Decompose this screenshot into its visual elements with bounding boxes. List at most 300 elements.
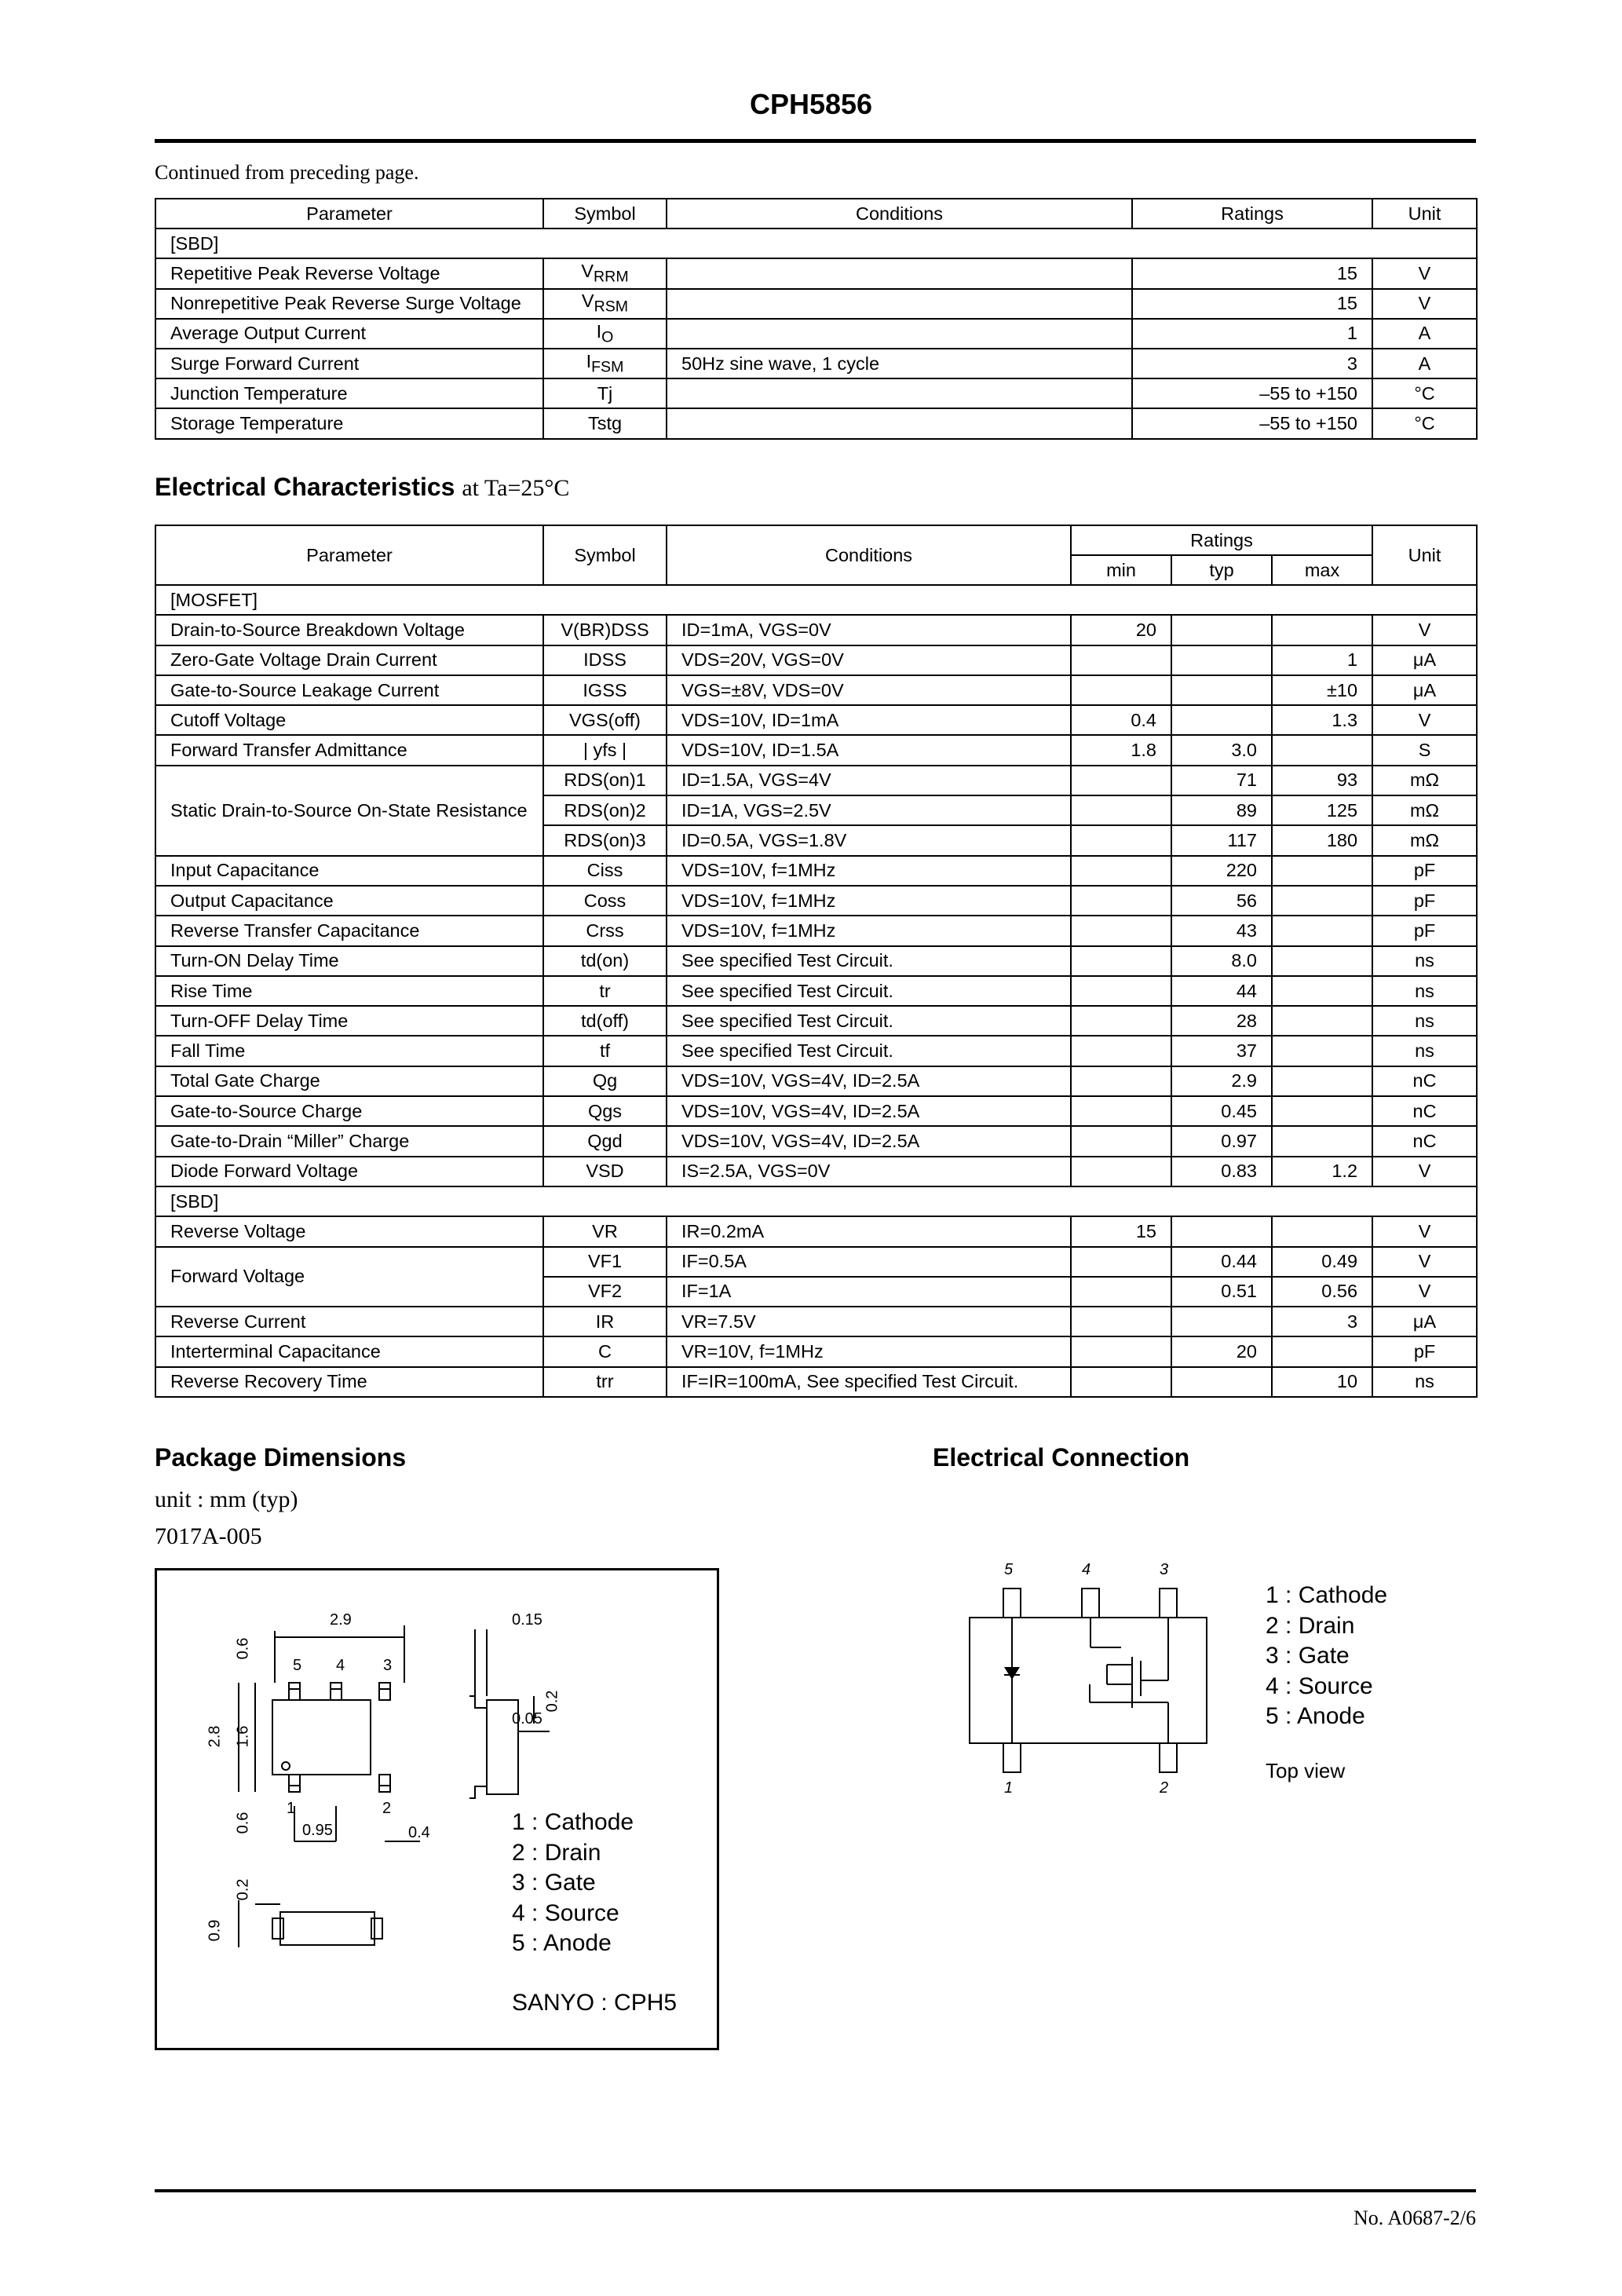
unit-cell: ns [1372, 976, 1477, 1006]
symbol-cell: VGS(off) [543, 705, 667, 735]
pin-2-label: 2 : Drain [512, 1839, 601, 1866]
max-cell [1272, 735, 1372, 765]
parameter-cell: Surge Forward Current [155, 349, 543, 378]
parameter-cell: Zero-Gate Voltage Drain Current [155, 645, 543, 675]
min-cell [1071, 856, 1171, 886]
parameter-cell: Forward Transfer Admittance [155, 735, 543, 765]
unit-cell: μA [1372, 1307, 1477, 1336]
condition-cell [667, 378, 1132, 408]
unit-cell: μA [1372, 645, 1477, 675]
table-row [155, 886, 1477, 916]
max-cell [1272, 1126, 1372, 1156]
parameter-cell: Input Capacitance [155, 856, 543, 886]
unit-cell: V [1372, 258, 1477, 288]
table-row [155, 1096, 1477, 1126]
conn-pin-2-label: 2 : Drain [1266, 1612, 1355, 1639]
table-row [155, 319, 1477, 349]
parameter-cell: Diode Forward Voltage [155, 1157, 543, 1186]
symbol-cell: VR [543, 1216, 667, 1246]
typ-cell [1171, 615, 1272, 645]
conn-pin-5: 5 [1004, 1561, 1014, 1578]
min-cell [1071, 1367, 1171, 1397]
abs-max-table [155, 198, 1478, 440]
typ-cell: 56 [1171, 886, 1272, 916]
min-cell [1071, 1336, 1171, 1366]
conn-pin-3-label: 3 : Gate [1266, 1643, 1350, 1669]
elec-heading-condition: at Ta=25°C [462, 475, 570, 501]
col-conditions: Conditions [667, 525, 1071, 585]
condition-cell: VR=7.5V [667, 1307, 1071, 1336]
max-cell: 0.49 [1272, 1247, 1372, 1277]
table-row [155, 1247, 1477, 1277]
typ-cell: 0.51 [1171, 1277, 1272, 1307]
elec-char-rows [155, 585, 1477, 1397]
condition-cell: See specified Test Circuit. [667, 976, 1071, 1006]
typ-cell [1171, 675, 1272, 705]
pkg-pin-4: 4 [336, 1657, 345, 1674]
max-cell: 10 [1272, 1367, 1372, 1397]
max-cell: 0.56 [1272, 1277, 1372, 1307]
unit-cell: V [1372, 1157, 1477, 1186]
table-row [155, 735, 1477, 765]
unit-cell: °C [1372, 378, 1477, 408]
max-cell: 93 [1272, 766, 1372, 795]
col-symbol: Symbol [543, 525, 667, 585]
typ-cell: 0.83 [1171, 1157, 1272, 1186]
min-cell [1071, 1096, 1171, 1126]
unit-cell: pF [1372, 916, 1477, 945]
max-cell [1272, 916, 1372, 945]
typ-cell [1171, 645, 1272, 675]
symbol-cell: td(on) [543, 946, 667, 976]
footer-rule [155, 2189, 1476, 2192]
min-cell [1071, 1006, 1171, 1036]
condition-cell: ID=1mA, VGS=0V [667, 615, 1071, 645]
table-row [155, 946, 1477, 976]
condition-cell [667, 289, 1132, 319]
parameter-cell: Interterminal Capacitance [155, 1336, 543, 1366]
unit-cell: nC [1372, 1096, 1477, 1126]
table-row [155, 1336, 1477, 1366]
condition-cell: VDS=10V, ID=1mA [667, 705, 1071, 735]
condition-cell: IF=1A [667, 1277, 1071, 1307]
col-min: min [1071, 555, 1171, 585]
table-row [155, 766, 1477, 795]
parameter-cell: Output Capacitance [155, 886, 543, 916]
parameter-cell: Storage Temperature [155, 408, 543, 438]
condition-cell: VGS=±8V, VDS=0V [667, 675, 1071, 705]
rating-cell: 15 [1132, 289, 1372, 319]
conn-pin-1: 1 [1004, 1779, 1014, 1797]
min-cell [1071, 1157, 1171, 1186]
symbol-cell: IDSS [543, 645, 667, 675]
package-heading: Package Dimensions [155, 1443, 407, 1472]
condition-cell: VDS=10V, f=1MHz [667, 916, 1071, 945]
table-row [155, 1307, 1477, 1336]
typ-cell: 89 [1171, 795, 1272, 825]
section-label: [SBD] [155, 229, 1477, 258]
table-row [155, 916, 1477, 945]
dim-2-9: 2.9 [330, 1611, 352, 1629]
condition-cell: See specified Test Circuit. [667, 1006, 1071, 1036]
max-cell [1272, 1216, 1372, 1246]
table-row [155, 675, 1477, 705]
unit-cell: A [1372, 349, 1477, 378]
parameter-cell: Reverse Voltage [155, 1216, 543, 1246]
pin-5-label: 5 : Anode [512, 1930, 612, 1956]
min-cell: 1.8 [1071, 735, 1171, 765]
table-row [155, 1066, 1477, 1096]
max-cell [1272, 1006, 1372, 1036]
min-cell [1071, 825, 1171, 855]
parameter-cell: Average Output Current [155, 319, 543, 349]
unit-cell: S [1372, 735, 1477, 765]
typ-cell: 0.45 [1171, 1096, 1272, 1126]
symbol-cell: td(off) [543, 1006, 667, 1036]
package-pin-list [512, 1808, 634, 1959]
parameter-cell: Cutoff Voltage [155, 705, 543, 735]
max-cell: 180 [1272, 825, 1372, 855]
symbol-cell: RDS(on)3 [543, 825, 667, 855]
condition-cell: VDS=10V, VGS=4V, ID=2.5A [667, 1066, 1071, 1096]
condition-cell: ID=1A, VGS=2.5V [667, 795, 1071, 825]
max-cell: 1 [1272, 645, 1372, 675]
table-row [155, 976, 1477, 1006]
symbol-cell: $V_{RSM}$ [543, 289, 667, 319]
unit-cell: ns [1372, 1006, 1477, 1036]
unit-cell: μA [1372, 675, 1477, 705]
unit-cell: ns [1372, 1367, 1477, 1397]
parameter-cell: Gate-to-Source Charge [155, 1096, 543, 1126]
condition-cell: ID=0.5A, VGS=1.8V [667, 825, 1071, 855]
symbol-cell: Coss [543, 886, 667, 916]
min-cell [1071, 1066, 1171, 1096]
max-cell [1272, 615, 1372, 645]
symbol-cell: $I_O$ [543, 319, 667, 349]
elec-heading-title: Electrical Characteristics [155, 473, 455, 501]
symbol-cell: tr [543, 976, 667, 1006]
col-typ: typ [1171, 555, 1272, 585]
col-conditions: Conditions [667, 199, 1132, 229]
parameter-cell: Turn-OFF Delay Time [155, 1006, 543, 1036]
unit-cell: mΩ [1372, 795, 1477, 825]
min-cell [1071, 1307, 1171, 1336]
dim-0-4: 0.4 [408, 1824, 430, 1841]
elec-heading [155, 473, 569, 502]
symbol-cell: RDS(on)2 [543, 795, 667, 825]
min-cell: 15 [1071, 1216, 1171, 1246]
typ-cell [1171, 1216, 1272, 1246]
dim-1-6: 1.6 [234, 1725, 252, 1748]
condition-cell: 50Hz sine wave, 1 cycle [667, 349, 1132, 378]
max-cell: 3 [1272, 1307, 1372, 1336]
conn-pin-4: 4 [1082, 1561, 1091, 1578]
col-unit: Unit [1372, 199, 1477, 229]
abs-max-rows [155, 258, 1477, 438]
min-cell [1071, 766, 1171, 795]
typ-cell: 220 [1171, 856, 1272, 886]
typ-cell: 0.44 [1171, 1247, 1272, 1277]
table-row [155, 408, 1477, 438]
min-cell [1071, 946, 1171, 976]
condition-cell: IR=0.2mA [667, 1216, 1071, 1246]
typ-cell: 117 [1171, 825, 1272, 855]
rating-cell: 15 [1132, 258, 1372, 288]
unit-cell: V [1372, 705, 1477, 735]
condition-cell: See specified Test Circuit. [667, 1036, 1071, 1066]
symbol-cell: trr [543, 1367, 667, 1397]
rating-cell: 3 [1132, 349, 1372, 378]
col-unit: Unit [1372, 525, 1477, 585]
max-cell: 125 [1272, 795, 1372, 825]
parameter-cell: Forward Voltage [155, 1247, 543, 1307]
symbol-cell: VF1 [543, 1247, 667, 1277]
condition-cell: VDS=20V, VGS=0V [667, 645, 1071, 675]
table-row [155, 258, 1477, 288]
dim-0-15: 0.15 [512, 1611, 542, 1629]
connection-schematic [958, 1563, 1225, 1798]
connection-heading: Electrical Connection [933, 1443, 1190, 1472]
unit-cell: ns [1372, 1036, 1477, 1066]
col-max: max [1272, 555, 1372, 585]
condition-cell: VDS=10V, VGS=4V, ID=2.5A [667, 1126, 1071, 1156]
condition-cell [667, 319, 1132, 349]
parameter-cell: Nonrepetitive Peak Reverse Surge Voltage [155, 289, 543, 319]
condition-cell: VDS=10V, VGS=4V, ID=2.5A [667, 1096, 1071, 1126]
max-cell [1272, 886, 1372, 916]
table-row [155, 1006, 1477, 1036]
pin-3-label: 3 : Gate [512, 1870, 596, 1896]
col-ratings: Ratings [1071, 525, 1372, 555]
max-cell: ±10 [1272, 675, 1372, 705]
symbol-cell: IR [543, 1307, 667, 1336]
max-cell [1272, 1336, 1372, 1366]
table-row [155, 1367, 1477, 1397]
conn-pin-3: 3 [1160, 1561, 1169, 1578]
min-cell [1071, 1247, 1171, 1277]
symbol-cell: IGSS [543, 675, 667, 705]
elec-char-table [155, 525, 1478, 1398]
parameter-cell: Rise Time [155, 976, 543, 1006]
unit-cell: A [1372, 319, 1477, 349]
rating-cell: –55 to +150 [1132, 408, 1372, 438]
parameter-cell: Reverse Recovery Time [155, 1367, 543, 1397]
symbol-cell: RDS(on)1 [543, 766, 667, 795]
min-cell [1071, 1277, 1171, 1307]
conn-pin-5-label: 5 : Anode [1266, 1703, 1365, 1729]
symbol-cell: Ciss [543, 856, 667, 886]
package-drawing-box [155, 1568, 719, 2050]
symbol-cell: Qg [543, 1066, 667, 1096]
parameter-cell: Reverse Current [155, 1307, 543, 1336]
unit-cell: pF [1372, 856, 1477, 886]
unit-cell: V [1372, 1277, 1477, 1307]
table-row [155, 1036, 1477, 1066]
typ-cell: 37 [1171, 1036, 1272, 1066]
parameter-cell: Total Gate Charge [155, 1066, 543, 1096]
dim-0-05: 0.05 [512, 1710, 542, 1727]
pkg-pin-2: 2 [382, 1800, 392, 1817]
typ-cell: 43 [1171, 916, 1272, 945]
min-cell [1071, 1036, 1171, 1066]
section-row [155, 1186, 1477, 1216]
min-cell [1071, 795, 1171, 825]
unit-cell: V [1372, 1247, 1477, 1277]
parameter-cell: Reverse Transfer Capacitance [155, 916, 543, 945]
symbol-cell: VSD [543, 1157, 667, 1186]
condition-cell: See specified Test Circuit. [667, 946, 1071, 976]
document-number: No. A0687-2/6 [1353, 2206, 1476, 2229]
symbol-cell: Crss [543, 916, 667, 945]
min-cell [1071, 976, 1171, 1006]
typ-cell: 8.0 [1171, 946, 1272, 976]
symbol-cell: VF2 [543, 1277, 667, 1307]
table-row [155, 378, 1477, 408]
unit-cell: mΩ [1372, 825, 1477, 855]
typ-cell: 2.9 [1171, 1066, 1272, 1096]
typ-cell [1171, 1307, 1272, 1336]
dim-0-2-side: 0.2 [543, 1690, 561, 1713]
condition-cell: IS=2.5A, VGS=0V [667, 1157, 1071, 1186]
sanyo-package-code: SANYO : CPH5 [512, 1990, 678, 2016]
symbol-cell: V(BR)DSS [543, 615, 667, 645]
table-row [155, 349, 1477, 378]
conn-pin-1-label: 1 : Cathode [1266, 1582, 1388, 1608]
col-symbol: Symbol [543, 199, 667, 229]
page-title: CPH5856 [749, 88, 873, 120]
dim-0-6-bottom: 0.6 [234, 1812, 252, 1834]
symbol-cell: | yfs | [543, 735, 667, 765]
typ-cell: 20 [1171, 1336, 1272, 1366]
condition-cell: IF=IR=100mA, See specified Test Circuit. [667, 1367, 1071, 1397]
symbol-cell: Qgd [543, 1126, 667, 1156]
conn-pin-2: 2 [1160, 1779, 1169, 1797]
table-row [155, 856, 1477, 886]
dim-0-95: 0.95 [302, 1822, 333, 1839]
col-parameter: Parameter [155, 199, 543, 229]
table-row [155, 705, 1477, 735]
unit-cell: V [1372, 615, 1477, 645]
dim-0-2-front: 0.2 [234, 1878, 252, 1901]
symbol-cell: $I_{FSM}$ [543, 349, 667, 378]
max-cell [1272, 1036, 1372, 1066]
conn-pin-4-label: 4 : Source [1266, 1673, 1373, 1699]
pkg-pin-1: 1 [287, 1800, 296, 1817]
table-row [155, 1157, 1477, 1186]
unit-cell: nC [1372, 1126, 1477, 1156]
table-row [155, 615, 1477, 645]
max-cell [1272, 946, 1372, 976]
unit-cell: °C [1372, 408, 1477, 438]
section-label: [MOSFET] [155, 585, 1477, 615]
dim-0-9: 0.9 [206, 1919, 224, 1942]
col-parameter: Parameter [155, 525, 543, 585]
symbol-cell: C [543, 1336, 667, 1366]
dim-0-6-top: 0.6 [234, 1637, 252, 1660]
typ-cell: 28 [1171, 1006, 1272, 1036]
min-cell: 0.4 [1071, 705, 1171, 735]
condition-cell: VDS=10V, f=1MHz [667, 886, 1071, 916]
max-cell: 1.3 [1272, 705, 1372, 735]
condition-cell: VR=10V, f=1MHz [667, 1336, 1071, 1366]
max-cell [1272, 856, 1372, 886]
max-cell: 1.2 [1272, 1157, 1372, 1186]
parameter-cell: Junction Temperature [155, 378, 543, 408]
col-ratings: Ratings [1132, 199, 1372, 229]
section-row [155, 585, 1477, 615]
max-cell [1272, 1066, 1372, 1096]
pin-1-label: 1 : Cathode [512, 1809, 634, 1835]
typ-cell: 71 [1171, 766, 1272, 795]
unit-cell: mΩ [1372, 766, 1477, 795]
package-code: 7017A-005 [155, 1523, 262, 1549]
unit-cell: ns [1372, 946, 1477, 976]
pkg-pin-3: 3 [383, 1657, 393, 1674]
package-unit-note: unit : mm (typ) [155, 1486, 298, 1512]
typ-cell: 0.97 [1171, 1126, 1272, 1156]
min-cell [1071, 1126, 1171, 1156]
typ-cell [1171, 705, 1272, 735]
parameter-cell: Gate-to-Source Leakage Current [155, 675, 543, 705]
connection-pin-list [1266, 1581, 1387, 1732]
unit-cell: V [1372, 289, 1477, 319]
table-row [155, 645, 1477, 675]
symbol-cell: Tstg [543, 408, 667, 438]
typ-cell [1171, 1367, 1272, 1397]
symbol-cell: Tj [543, 378, 667, 408]
table-row [155, 1126, 1477, 1156]
symbol-cell: Qgs [543, 1096, 667, 1126]
symbol-cell: $V_{RRM}$ [543, 258, 667, 288]
continued-note: Continued from preceding page. [155, 161, 419, 184]
pkg-pin-5: 5 [293, 1657, 302, 1674]
rating-cell: –55 to +150 [1132, 378, 1372, 408]
parameter-cell: Turn-ON Delay Time [155, 946, 543, 976]
pin-4-label: 4 : Source [512, 1899, 619, 1926]
table-row [155, 1216, 1477, 1246]
dim-2-8: 2.8 [206, 1725, 224, 1748]
rating-cell: 1 [1132, 319, 1372, 349]
condition-cell: VDS=10V, f=1MHz [667, 856, 1071, 886]
condition-cell [667, 258, 1132, 288]
max-cell [1272, 976, 1372, 1006]
top-view-label: Top view [1266, 1759, 1346, 1782]
unit-cell: V [1372, 1216, 1477, 1246]
min-cell [1071, 916, 1171, 945]
parameter-cell: Gate-to-Drain “Miller” Charge [155, 1126, 543, 1156]
min-cell [1071, 886, 1171, 916]
header-rule [155, 139, 1476, 143]
condition-cell: VDS=10V, ID=1.5A [667, 735, 1071, 765]
unit-cell: pF [1372, 1336, 1477, 1366]
unit-cell: nC [1372, 1066, 1477, 1096]
symbol-cell: tf [543, 1036, 667, 1066]
table-row [155, 289, 1477, 319]
parameter-cell: Fall Time [155, 1036, 543, 1066]
parameter-cell: Repetitive Peak Reverse Voltage [155, 258, 543, 288]
typ-cell: 3.0 [1171, 735, 1272, 765]
min-cell [1071, 645, 1171, 675]
section-label: [SBD] [155, 1186, 1477, 1216]
min-cell [1071, 675, 1171, 705]
condition-cell [667, 408, 1132, 438]
parameter-cell: Drain-to-Source Breakdown Voltage [155, 615, 543, 645]
min-cell: 20 [1071, 615, 1171, 645]
parameter-cell: Static Drain-to-Source On-State Resistance [155, 766, 543, 856]
condition-cell: ID=1.5A, VGS=4V [667, 766, 1071, 795]
unit-cell: pF [1372, 886, 1477, 916]
condition-cell: IF=0.5A [667, 1247, 1071, 1277]
